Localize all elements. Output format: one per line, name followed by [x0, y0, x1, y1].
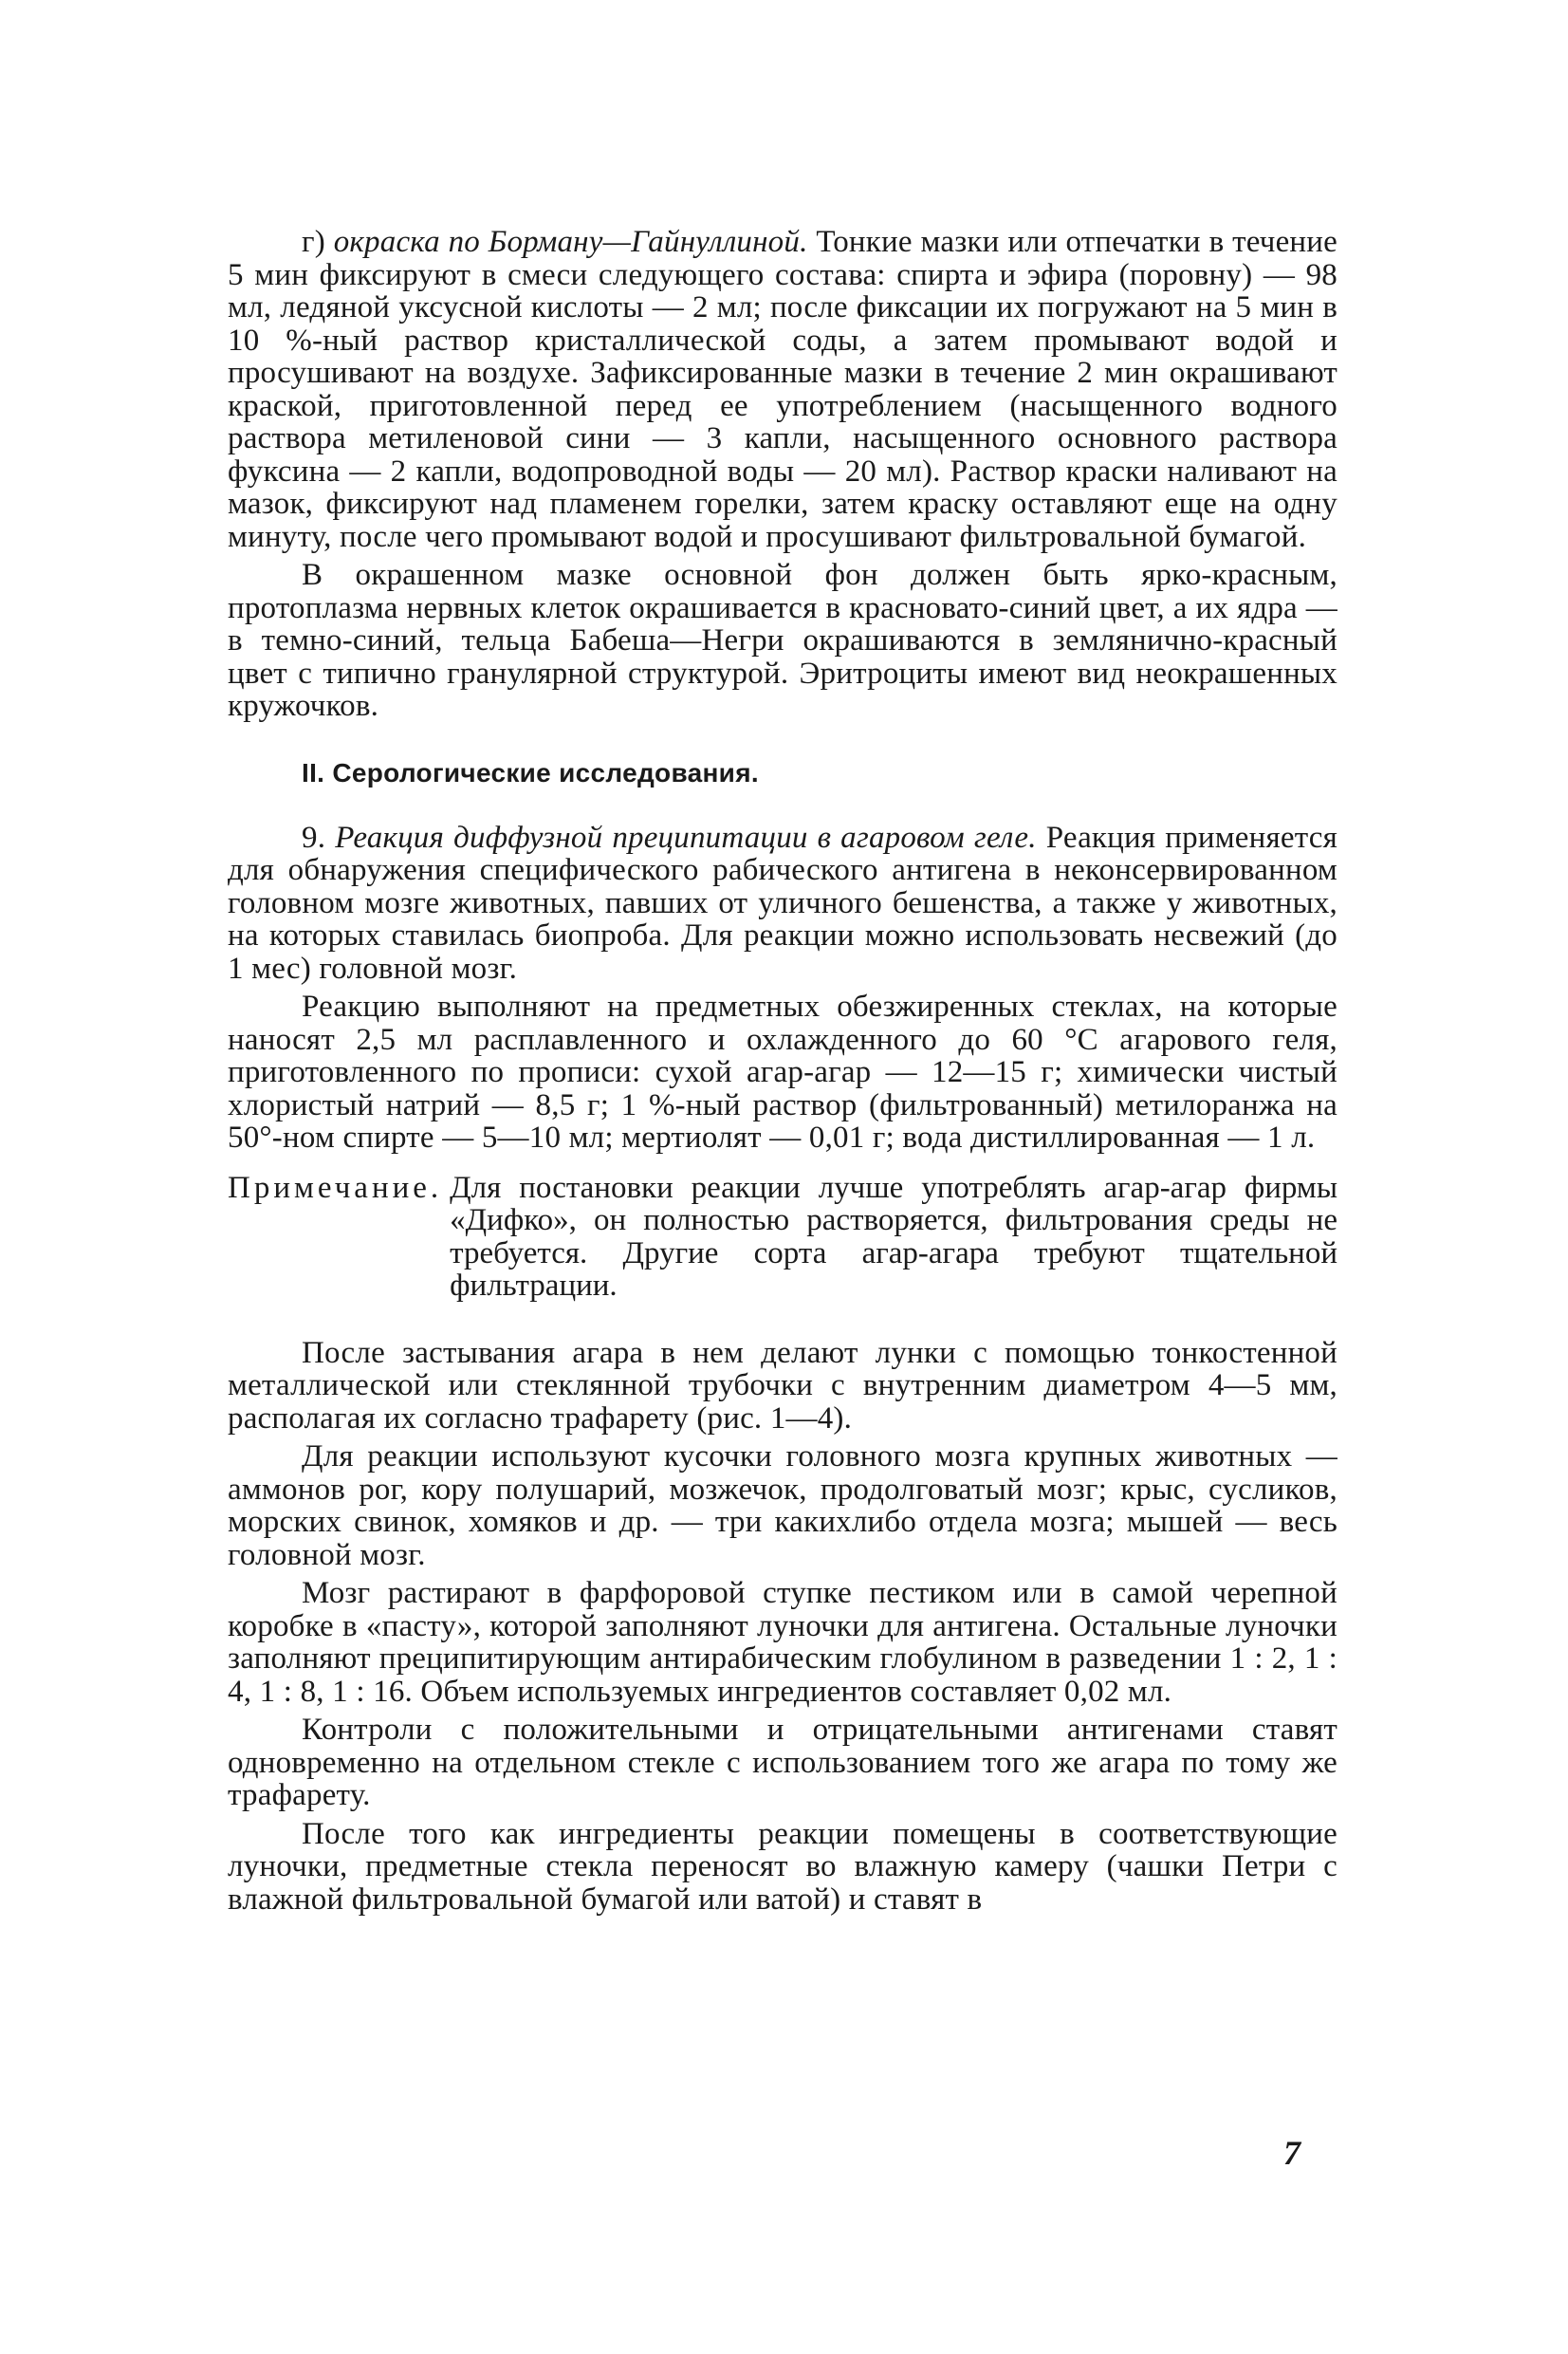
- section-heading: II. Серологические исследования.: [302, 757, 759, 788]
- paragraph-text: Реакция применяется для обнаружения специфического рабического антигена в неконсервированном головном мозге животных, павших от уличного бешенства, а также у животных, на которых ставилась биопроба. Для реакции можно использовать несвежий (до 1 мес) головной мозг.: [228, 820, 1337, 986]
- note-label: Примечание.: [228, 1170, 443, 1205]
- list-marker: г): [302, 225, 334, 259]
- list-marker: 9.: [302, 820, 336, 855]
- note-text: Для постановки реакции лучше употреблять агар-агар фирмы «Дифко», он полностью растворяется, фильтрования среды не требуется. Другие сорта агар-агара требуют тщательной фильтрации.: [450, 1170, 1337, 1303]
- paragraph-stain-result: В окрашенном мазке основной фон должен быть ярко-красным, протоплазма нервных клеток окрашивается в красновато-синий цвет, а их ядра — в темно-синий, тельца Бабеша—Негри окрашиваются в землянично-красный цвет с типично гранулярной структурой. Эритроциты имеют вид неокрашенных кружочков.: [228, 558, 1337, 723]
- paragraph-incubation: После того как ингредиенты реакции помещены в соответствующие луночки, предметные стекла переносят во влажную камеру (чашки Петри с влажной фильтровальной бумагой или ватой) и ставят в: [228, 1816, 1337, 1917]
- page-number: 7: [1283, 2134, 1301, 2172]
- paragraph-controls: Контроли с положительными и отрицательными антигенами ставят одновременно на отдельном стекле с использованием того же агара по тому же трафарету.: [228, 1713, 1337, 1812]
- paragraph-text: Тонкие мазки или отпечатки в течение 5 мин фиксируют в смеси следующего состава: спирта и эфира (поровну) — 98 мл, ледяной уксусной кислоты — 2 мл; после фиксации их погружают на 5 мин в 10 %-ный раствор кристаллической соды, а затем промывают водой и просушивают на воздухе. Зафиксированные мазки в течение 2 мин окрашивают краской, приготовленной перед ее употреблением (насыщенного водного раствора метиленовой сини — 3 капли, насыщенного основного раствора фуксина — 2 капли, водопроводной воды — 20 мл). Раствор краски наливают на мазок, фиксируют над пламенем горелки, затем краску оставляют еще на одну минуту, после чего промывают водой и просушивают фильтровальной бумагой.: [228, 225, 1337, 554]
- note-block: [228, 1172, 1337, 1303]
- paragraph-wells: После застывания агара в нем делают лунки с помощью тонкостенной металлической или стеклянной трубочки с внутренним диаметром 4—5 мм, располагая их согласно трафарету (рис. 1—4).: [228, 1335, 1337, 1436]
- paragraph-precipitation-reaction: [228, 822, 1337, 986]
- paragraph-brain-samples: Для реакции используют кусочки головного мозга крупных животных — аммонов рог, кору полушарий, мозжечок, продолговатый мозг; крыс, сусликов, морских свинок, хомяков и др. — три какихлибо отдела мозга; мышей — весь головной мозг.: [228, 1439, 1337, 1572]
- method-title: окраска по Борману—Гайнуллиной.: [333, 225, 808, 259]
- method-title: Реакция диффузной преципитации в агаровом геле.: [335, 820, 1037, 855]
- paragraph-paste: Мозг растирают в фарфоровой ступке пестиком или в самой черепной коробке в «пасту», которой заполняют луночки для антигена. Остальные луночки заполняют преципитирующим антирабическим глобулином в разведении 1 : 2, 1 : 4, 1 : 8, 1 : 16. Объем используемых ингредиентов составляет 0,02 мл.: [228, 1576, 1337, 1709]
- paragraph-borman-stain: [228, 226, 1337, 553]
- paragraph-agar-preparation: Реакцию выполняют на предметных обезжиренных стеклах, на которые наносят 2,5 мл расплавленного и охлажденного до 60 °C агарового геля, приготовленного по прописи: сухой агар-агар — 12—15 г; химически чистый хлористый натрий — 8,5 г; 1 %-ный раствор (фильтрованный) метилоранжа на 50°-ном спирте — 5—10 мл; мертиолят — 0,01 г; вода дистиллированная — 1 л.: [228, 990, 1337, 1155]
- page-body: [228, 226, 1337, 1916]
